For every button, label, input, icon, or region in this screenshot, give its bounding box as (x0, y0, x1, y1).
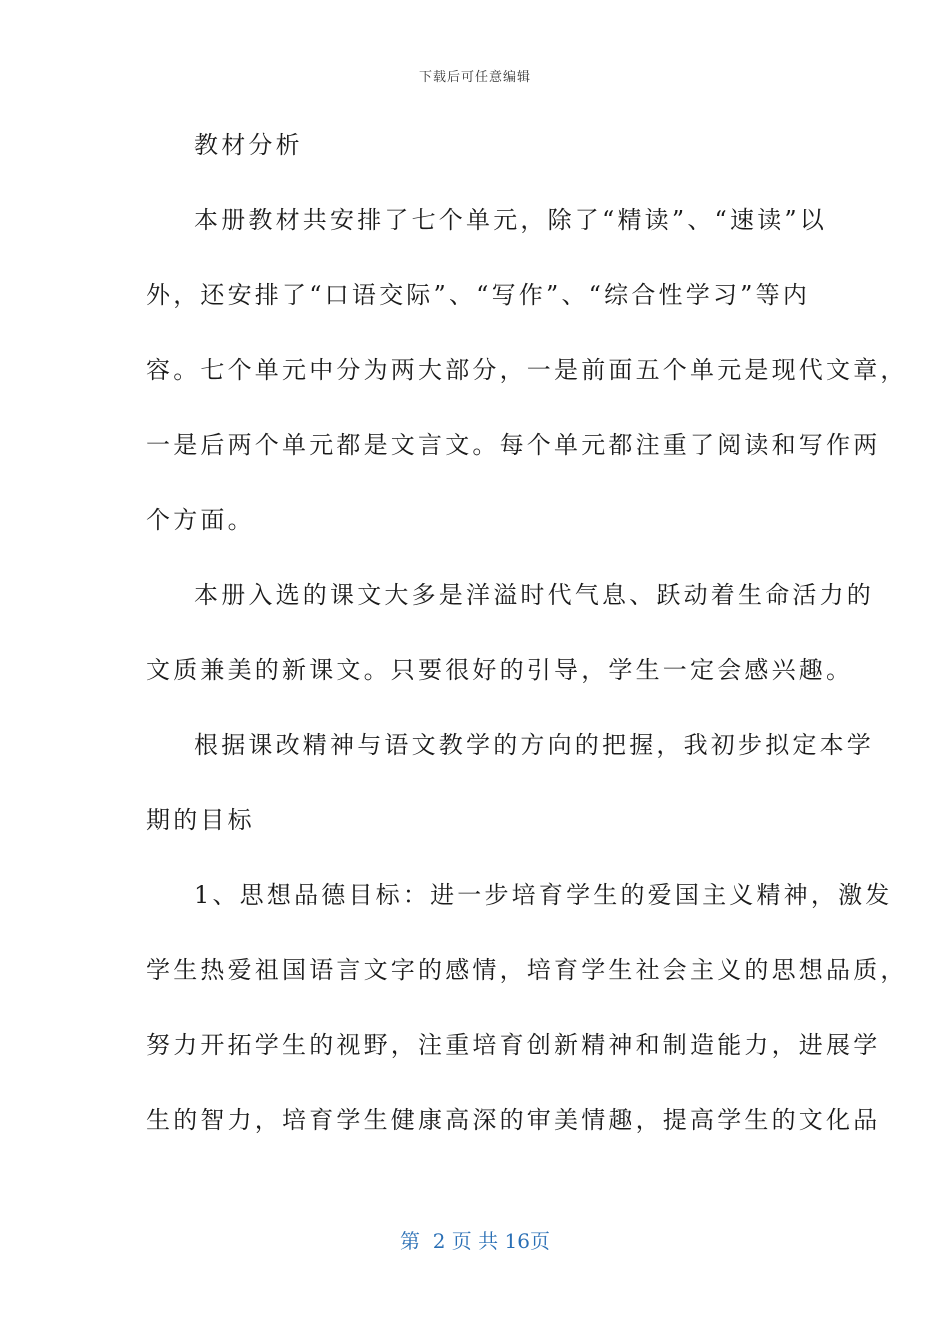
page-header: 下载后可任意编辑 (418, 70, 531, 85)
text-line: 努力开拓学生的视野，注重培育创新精神和制造能力，进展学 (146, 1031, 881, 1059)
text-line: 1、思想品德目标：进一步培育学生的爱国主义精神，激发 (194, 881, 893, 909)
text-line: 容。七个单元中分为两大部分，一是前面五个单元是现代文章， (146, 356, 908, 384)
text-line: 本册教材共安排了七个单元，除了“精读”、“速读”以 (194, 206, 828, 234)
text-line: 根据课改精神与语文教学的方向的把握，我初步拟定本学 (194, 731, 874, 759)
text-line: 生的智力，培育学生健康高深的审美情趣，提高学生的文化品 (146, 1106, 881, 1134)
page-number-footer: 第 2 页 共 16页 (400, 1229, 550, 1253)
text-line: 期的目标 (146, 806, 255, 834)
text-line: 外，还安排了“口语交际”、“写作”、“综合性学习”等内 (146, 281, 811, 309)
document-body (146, 119, 908, 1169)
text-line: 文质兼美的新课文。只要很好的引导，学生一定会感兴趣。 (146, 656, 854, 684)
text-line: 一是后两个单元都是文言文。每个单元都注重了阅读和写作两 (146, 431, 881, 459)
text-line: 个方面。 (146, 506, 255, 534)
text-line: 学生热爱祖国语言文字的感情，培育学生社会主义的思想品质， (146, 956, 908, 984)
text-line: 本册入选的课文大多是洋溢时代气息、跃动着生命活力的 (194, 581, 874, 609)
section-heading: 教材分析 (194, 131, 303, 159)
